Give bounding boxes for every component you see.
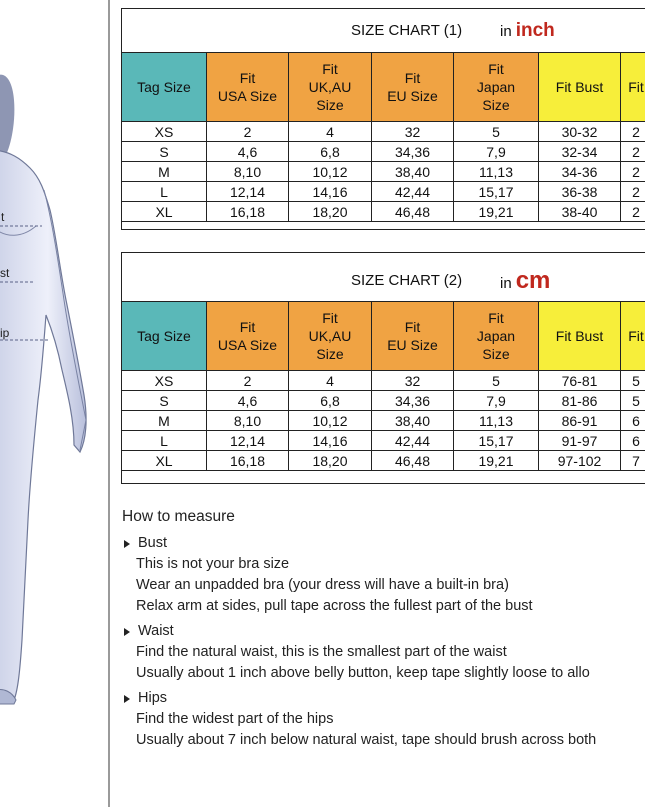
triangle-bullet-icon (124, 695, 130, 703)
body-silhouette-image (0, 0, 108, 807)
how-to-measure-heading: How to measure (122, 508, 235, 525)
table-cell: 11,13 (454, 411, 539, 431)
unit-label: cm (515, 267, 551, 294)
table-cell: 5 (454, 122, 539, 142)
table-cell: 42,44 (372, 182, 454, 202)
table-cell: 10,12 (289, 162, 372, 182)
table-cell: 12,14 (207, 431, 289, 451)
table-row (122, 122, 645, 142)
table-cell: 38-40 (539, 202, 621, 222)
column-header: Fit Bust (539, 53, 621, 122)
table-row (122, 391, 645, 411)
bullet-title: Bust (138, 535, 168, 551)
triangle-bullet-icon (124, 628, 130, 636)
column-header: Fit UK,AU Size (289, 302, 372, 371)
table-cell: 2 (621, 202, 645, 222)
table-cell: 76-81 (539, 371, 621, 391)
table-cell: 14,16 (289, 431, 372, 451)
column-header: Tag Size (122, 302, 207, 371)
triangle-bullet-icon (124, 540, 130, 548)
unit-label: inch (515, 20, 555, 41)
bust-line: Wear an unpadded bra (your dress will have a built-in bra) (136, 577, 509, 593)
table-cell: 4,6 (207, 142, 289, 162)
size-chart-inch (121, 8, 645, 230)
table-cell: M (122, 162, 207, 182)
waist-bullet (122, 621, 645, 642)
table-cell: 7,9 (454, 391, 539, 411)
hips-line: Find the widest part of the hips (136, 711, 334, 727)
table-cell: 32 (372, 122, 454, 142)
hips-line: Usually about 7 inch below natural waist, tape should brush across both (136, 732, 597, 748)
table-row (122, 451, 645, 471)
column-header: Fit UK,AU Size (289, 53, 372, 122)
table-cell: 34,36 (372, 391, 454, 411)
table-cell: 19,21 (454, 202, 539, 222)
table-cell: XS (122, 371, 207, 391)
size-table-inch (121, 52, 645, 222)
table-cell: 2 (621, 182, 645, 202)
hips-bullet (122, 688, 645, 709)
table-cell: 81-86 (539, 391, 621, 411)
table-cell: 6 (621, 411, 645, 431)
table-cell: 2 (207, 371, 289, 391)
table-cell: 34,36 (372, 142, 454, 162)
table-cell: 12,14 (207, 182, 289, 202)
table-cell: 15,17 (454, 431, 539, 451)
waist-label-fragment: st (0, 266, 10, 280)
table-cell: 6,8 (289, 391, 372, 411)
table-cell: 6 (621, 431, 645, 451)
table-cell: 97-102 (539, 451, 621, 471)
table-row (122, 431, 645, 451)
table-cell: M (122, 411, 207, 431)
bust-line: This is not your bra size (136, 556, 290, 572)
bullet-title: Hips (138, 690, 168, 706)
table-cell: 16,18 (207, 202, 289, 222)
table-cell: 4 (289, 371, 372, 391)
column-header: Tag Size (122, 53, 207, 122)
table-cell: 8,10 (207, 162, 289, 182)
header-row (122, 53, 645, 122)
hip-label-fragment: ip (0, 326, 10, 340)
table-cell: 91-97 (539, 431, 621, 451)
bullet-title: Waist (138, 623, 174, 639)
table-cell: 8,10 (207, 411, 289, 431)
table-cell: 36-38 (539, 182, 621, 202)
column-header: Fit (621, 302, 645, 371)
table-cell: 34-36 (539, 162, 621, 182)
table-cell: 4,6 (207, 391, 289, 411)
header-row (122, 302, 645, 371)
table-cell: 2 (207, 122, 289, 142)
column-header: Fit EU Size (372, 302, 454, 371)
bust-line: Relax arm at sides, pull tape across the fullest part of the bust (136, 598, 533, 614)
table-cell: 38,40 (372, 162, 454, 182)
table-cell: 14,16 (289, 182, 372, 202)
table-cell: S (122, 391, 207, 411)
unit-prefix: in (500, 275, 512, 292)
size-chart-cm (121, 252, 645, 484)
table-cell: 86-91 (539, 411, 621, 431)
table-row (122, 371, 645, 391)
table-cell: 6,8 (289, 142, 372, 162)
chart-title: SIZE CHART (2) (351, 272, 463, 289)
chart-unit-line (500, 9, 555, 53)
table-cell: 10,12 (289, 411, 372, 431)
table-cell: 5 (454, 371, 539, 391)
column-header: Fit EU Size (372, 53, 454, 122)
waist-line: Usually about 1 inch above belly button, keep tape slightly loose to allo (136, 665, 590, 681)
table-cell: 32-34 (539, 142, 621, 162)
table-cell: 2 (621, 162, 645, 182)
table-cell: 5 (621, 391, 645, 411)
column-header: Fit USA Size (207, 53, 289, 122)
table-cell: 30-32 (539, 122, 621, 142)
table-cell: S (122, 142, 207, 162)
bust-bullet (122, 533, 645, 554)
table-cell: 2 (621, 122, 645, 142)
table-cell: 7 (621, 451, 645, 471)
measurement-figure-panel (0, 0, 110, 807)
table-cell: XL (122, 202, 207, 222)
table-cell: L (122, 182, 207, 202)
column-header: Fit Japan Size (454, 53, 539, 122)
size-table-cm (121, 301, 645, 471)
unit-prefix: in (500, 23, 512, 40)
table-cell: 46,48 (372, 451, 454, 471)
table-cell: 18,20 (289, 451, 372, 471)
chart-title-row (122, 253, 645, 301)
table-row (122, 142, 645, 162)
column-header: Fit Japan Size (454, 302, 539, 371)
table-cell: 7,9 (454, 142, 539, 162)
table-row (122, 411, 645, 431)
table-row (122, 182, 645, 202)
table-cell: XS (122, 122, 207, 142)
table-cell: 46,48 (372, 202, 454, 222)
chart-title-row (122, 9, 645, 52)
how-to-measure-section (122, 506, 645, 751)
column-header: Fit USA Size (207, 302, 289, 371)
column-header: Fit Bust (539, 302, 621, 371)
table-cell: 16,18 (207, 451, 289, 471)
bust-label-fragment: t (1, 210, 5, 224)
table-cell: 18,20 (289, 202, 372, 222)
table-cell: 38,40 (372, 411, 454, 431)
table-cell: 32 (372, 371, 454, 391)
table-cell: 2 (621, 142, 645, 162)
table-row (122, 202, 645, 222)
column-header: Fit (621, 53, 645, 122)
table-cell: 42,44 (372, 431, 454, 451)
waist-line: Find the natural waist, this is the smallest part of the waist (136, 644, 507, 660)
table-cell: 5 (621, 371, 645, 391)
table-cell: L (122, 431, 207, 451)
table-cell: 11,13 (454, 162, 539, 182)
table-row (122, 162, 645, 182)
table-cell: 19,21 (454, 451, 539, 471)
table-cell: 15,17 (454, 182, 539, 202)
table-cell: XL (122, 451, 207, 471)
table-cell: 4 (289, 122, 372, 142)
chart-title: SIZE CHART (1) (351, 22, 463, 39)
